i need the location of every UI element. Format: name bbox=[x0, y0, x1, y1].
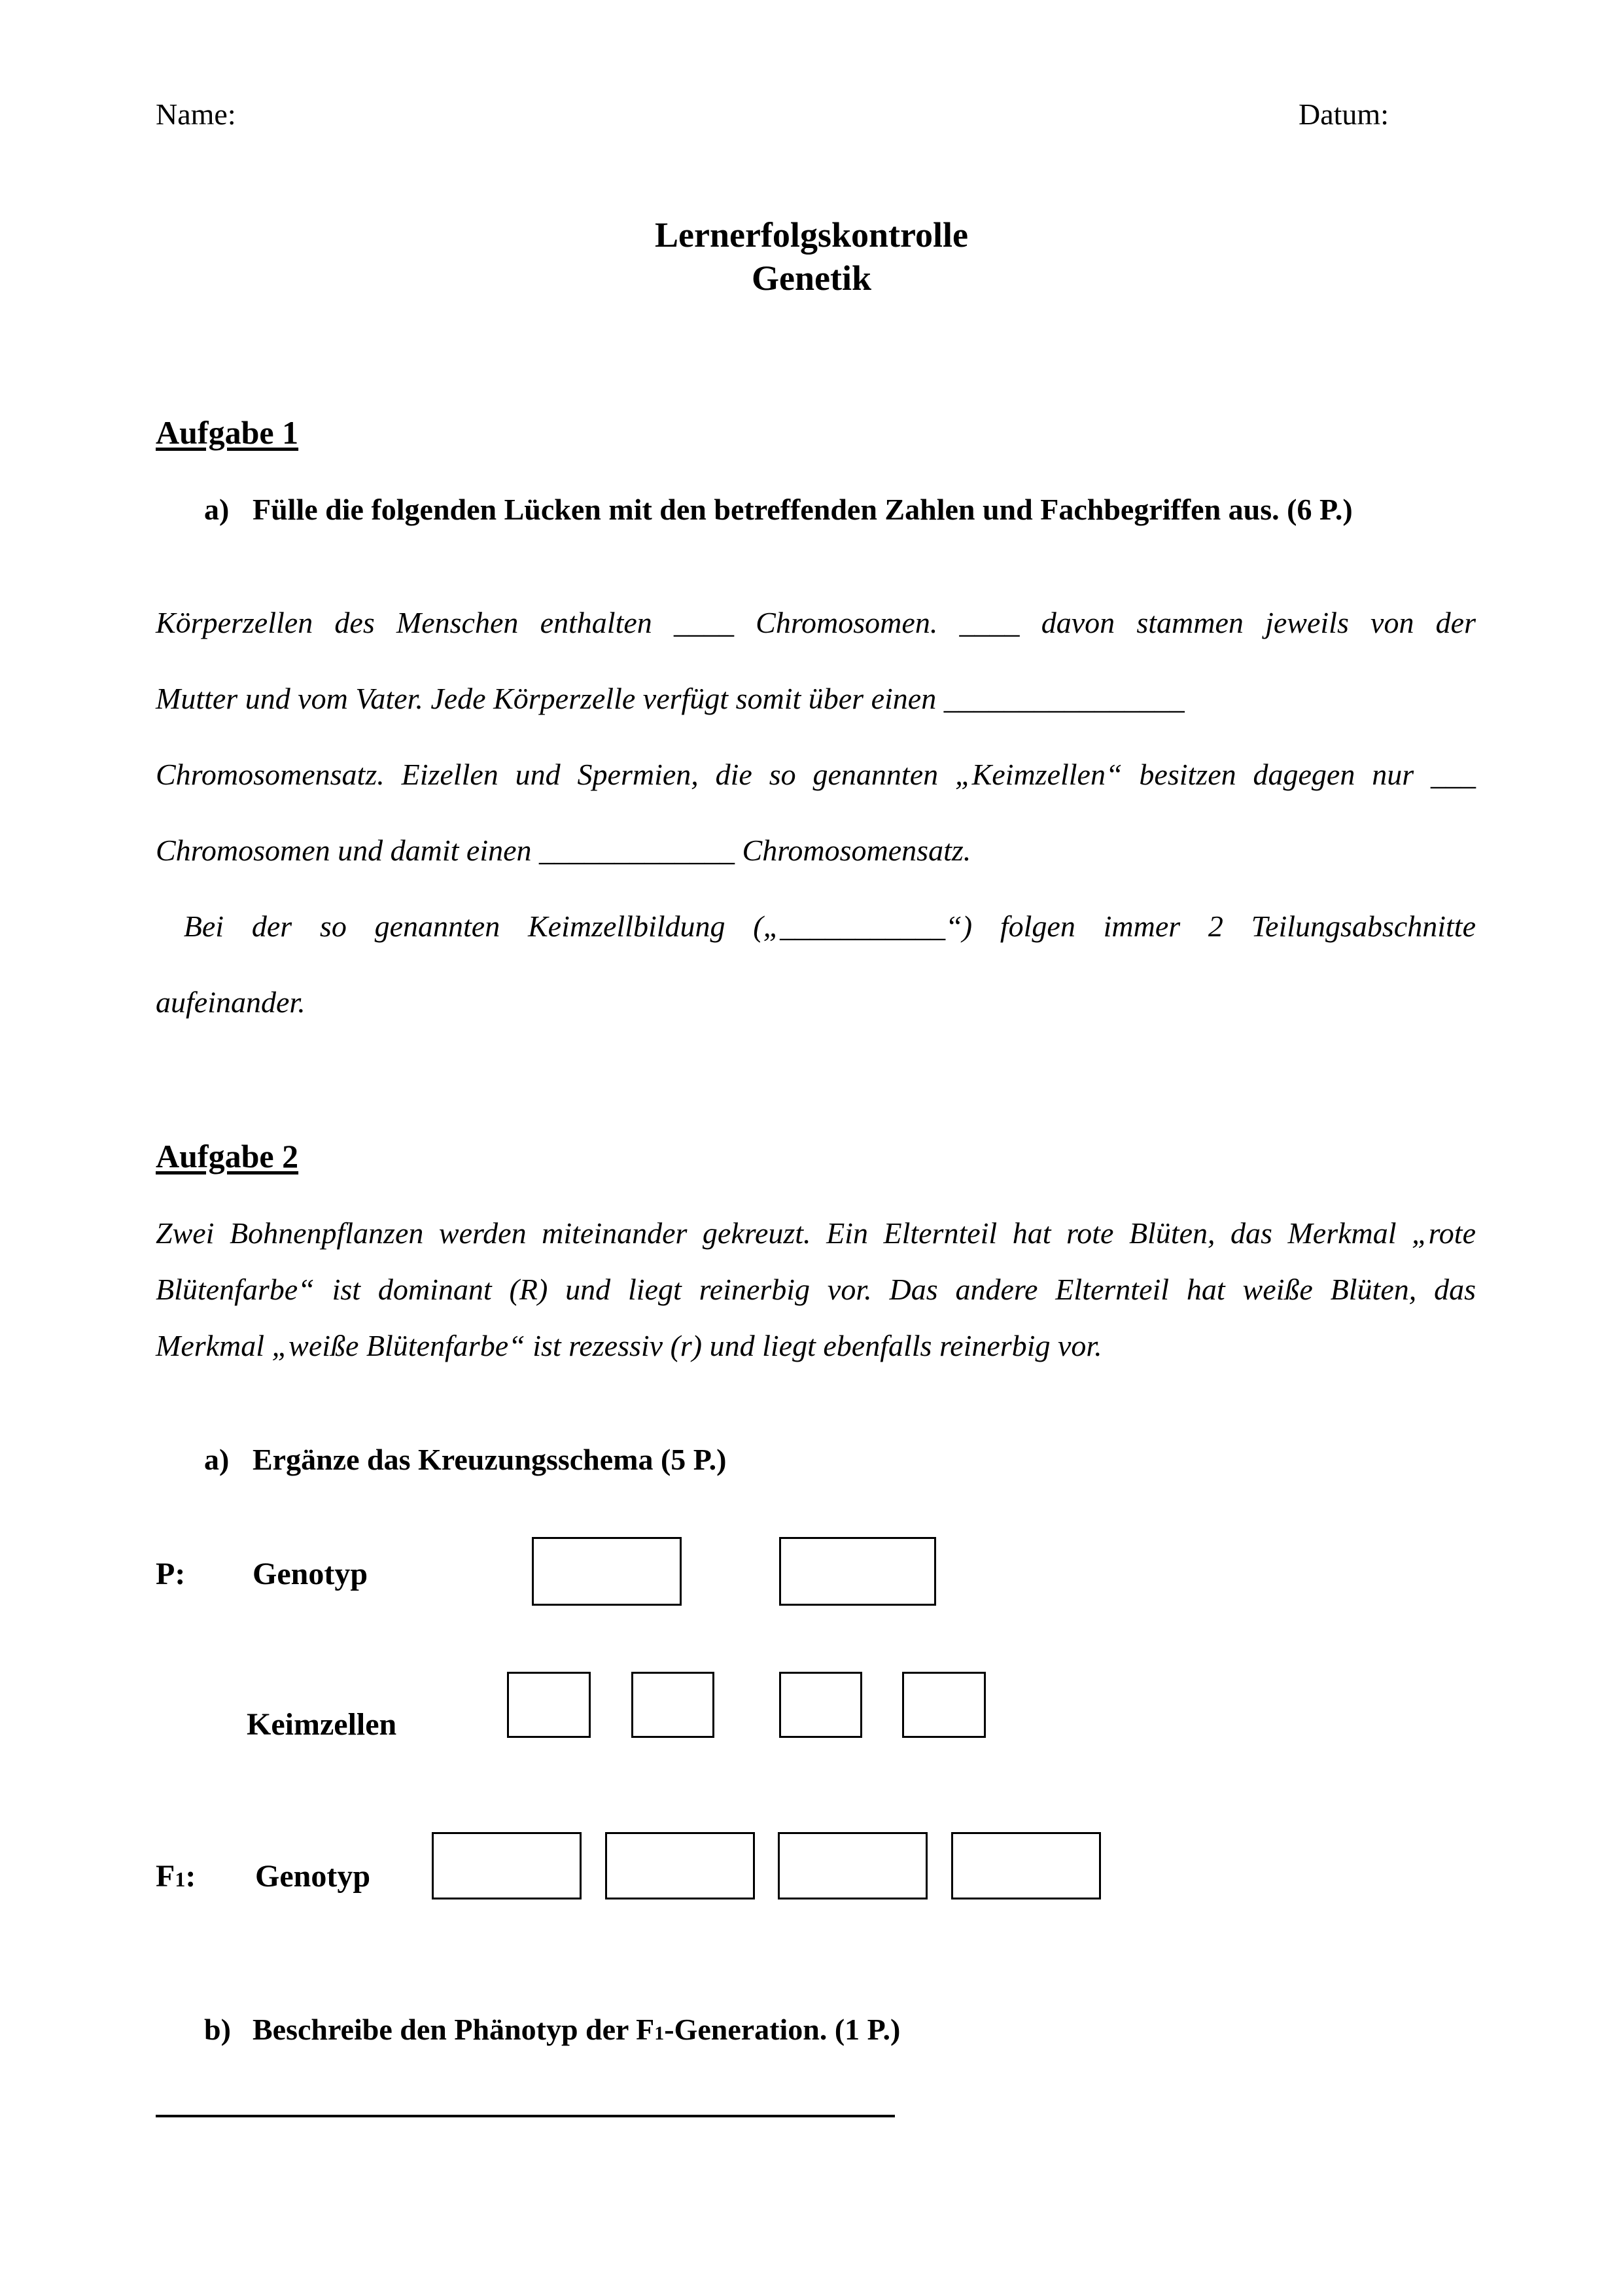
p-generation-label: P: bbox=[156, 1557, 186, 1591]
task1-line-3: Chromosomensatz. Eizellen und Spermien, die so genannten „Keimzellen“ besitzen dagegen nur ___ bbox=[156, 758, 1476, 791]
f1-genotype-box-4[interactable] bbox=[951, 1832, 1101, 1899]
task2-a-text: Ergänze das Kreuzungsschema (5 P.) bbox=[253, 1443, 727, 1476]
task1-line-6: aufeinander. bbox=[156, 985, 305, 1019]
task2-heading: Aufgabe 2 bbox=[156, 1138, 299, 1174]
gamete-box-2[interactable] bbox=[631, 1672, 714, 1738]
p-genotype-label: Genotyp bbox=[253, 1557, 368, 1591]
gametes-label: Keimzellen bbox=[247, 1707, 397, 1742]
task1-line-4: Chromosomen und damit einen _____________ Chromosomensatz. bbox=[156, 834, 971, 867]
task1-line-2: Mutter und vom Vater. Jede Körperzelle verfügt somit über einen ________________ bbox=[156, 682, 1185, 715]
task1-line-1: Körperzellen des Menschen enthalten ____ Chromosomen. ____ davon stammen jeweils von der bbox=[156, 606, 1476, 639]
task1-line-5: Bei der so genannten Keimzellbildung („___________“) folgen immer 2 Teilungsabschnitte bbox=[156, 910, 1476, 943]
answer-line[interactable] bbox=[156, 2115, 895, 2117]
p-genotype-box-2[interactable] bbox=[779, 1537, 936, 1606]
task2-line-3: Merkmal „weiße Blütenfarbe“ ist rezessiv (r) und liegt ebenfalls reinerbig vor. bbox=[156, 1329, 1102, 1362]
task1-a-text: Fülle die folgenden Lücken mit den betreffenden Zahlen und Fachbegriffen aus. (6 P.) bbox=[253, 493, 1353, 526]
task2-line-1: Zwei Bohnenpflanzen werden miteinander gekreuzt. Ein Elternteil hat rote Blüten, das Merkmal „rote bbox=[156, 1216, 1476, 1250]
task2-b-subscript: 1 bbox=[654, 2022, 665, 2044]
f1-genotype-box-2[interactable] bbox=[605, 1832, 755, 1899]
gamete-box-3[interactable] bbox=[779, 1672, 862, 1738]
gamete-box-4[interactable] bbox=[902, 1672, 986, 1738]
page-title: Lernerfolgskontrolle bbox=[655, 215, 968, 255]
name-label: Name: bbox=[156, 97, 236, 131]
f1-subscript: 1 bbox=[175, 1867, 186, 1891]
page-subtitle: Genetik bbox=[752, 258, 871, 298]
task2-a-instruction bbox=[204, 1442, 727, 1477]
gamete-box-1[interactable] bbox=[507, 1672, 591, 1738]
f1-letter: F bbox=[156, 1859, 175, 1894]
task2-b-label: b) bbox=[204, 2013, 231, 2046]
task2-b-text-pre: Beschreibe den Phänotyp der F bbox=[253, 2013, 655, 2046]
f1-genotype-label: Genotyp bbox=[255, 1859, 371, 1894]
task2-b-instruction bbox=[204, 2012, 900, 2047]
task2-b-text-post: -Generation. (1 P.) bbox=[664, 2013, 901, 2046]
task2-line-2: Blütenfarbe“ ist dominant (R) und liegt reinerbig vor. Das andere Elternteil hat weiße Blüten, das bbox=[156, 1273, 1476, 1306]
task1-a-instruction bbox=[204, 492, 1353, 527]
f1-genotype-box-3[interactable] bbox=[778, 1832, 928, 1899]
date-label: Datum: bbox=[1299, 97, 1389, 131]
task2-a-label: a) bbox=[204, 1443, 230, 1476]
task1-a-label: a) bbox=[204, 493, 230, 526]
f1-generation-label bbox=[156, 1858, 196, 1894]
p-genotype-box-1[interactable] bbox=[532, 1537, 682, 1606]
f1-genotype-box-1[interactable] bbox=[432, 1832, 582, 1899]
f1-colon: : bbox=[185, 1859, 196, 1894]
task1-heading: Aufgabe 1 bbox=[156, 414, 299, 451]
